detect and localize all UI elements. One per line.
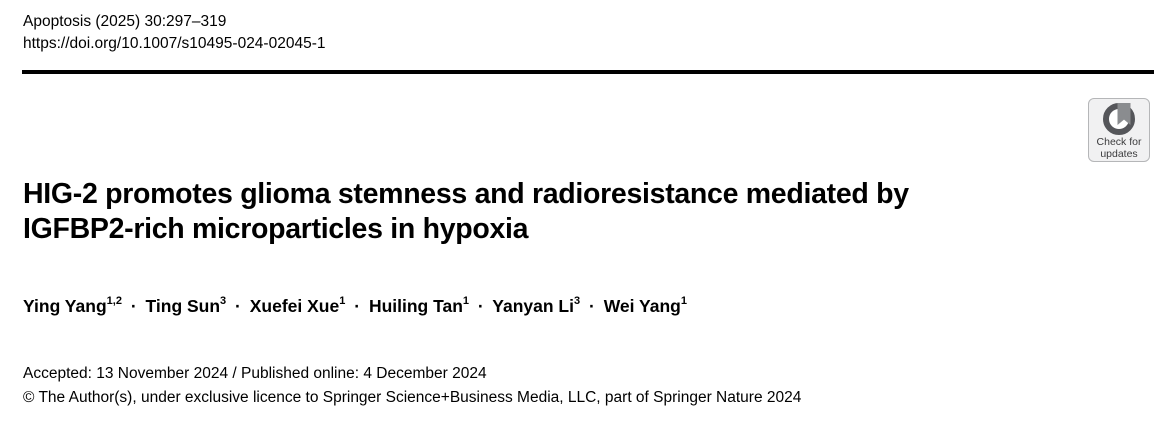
author-separator: · (130, 296, 137, 316)
author-separator: · (235, 296, 241, 316)
author-affiliation-sup: 3 (220, 295, 227, 308)
author-separator: · (588, 296, 595, 316)
author-separator: · (354, 296, 361, 316)
copyright-line: © The Author(s), under exclusive licence to Springer Science+Business Media, LLC, part of Springer Nature 2024 (23, 389, 802, 406)
author-name: Yanyan Li$^3$ (492, 295, 581, 316)
author-name: Wei Yang$^1$ (603, 295, 687, 316)
article-title (23, 177, 909, 247)
article-footer (23, 362, 801, 410)
journal-citation: Apoptosis (2025) 30:297–319 (23, 13, 227, 30)
journal-header (23, 11, 325, 55)
check-for-updates-label-line2: updates (1100, 148, 1138, 160)
check-for-updates-label-line1: Check for (1096, 136, 1142, 148)
article-title-line1: HIG-2 promotes glioma stemness and radioresistance mediated by (23, 178, 909, 210)
author-affiliation-sup: 1,2 (106, 295, 122, 308)
author-name: Huiling Tan$^1$ (368, 295, 470, 316)
doi-link[interactable]: https://doi.org/10.1007/s10495-024-02045-1 (23, 35, 326, 52)
author-separator: · (477, 296, 484, 316)
author-affiliation-sup: 1 (339, 295, 346, 308)
article-title-line2: IGFBP2-rich microparticles in hypoxia (23, 213, 529, 245)
header-divider-rule (22, 70, 1154, 74)
author-name: Ying Yang$^{1,2}$ (23, 295, 122, 316)
dates-line: Accepted: 13 November 2024 / Published online: 4 December 2024 (23, 365, 487, 382)
author-affiliation-sup: 1 (462, 295, 470, 308)
author-affiliation-sup: 3 (573, 295, 581, 308)
check-for-updates-badge[interactable] (1088, 98, 1150, 162)
author-name: Xuefei Xue$^1$ (249, 295, 346, 316)
author-affiliation-sup: 1 (680, 295, 687, 308)
crossmark-icon (1101, 101, 1137, 137)
authors-line (23, 296, 687, 317)
author-name: Ting Sun$^3$ (145, 295, 227, 316)
